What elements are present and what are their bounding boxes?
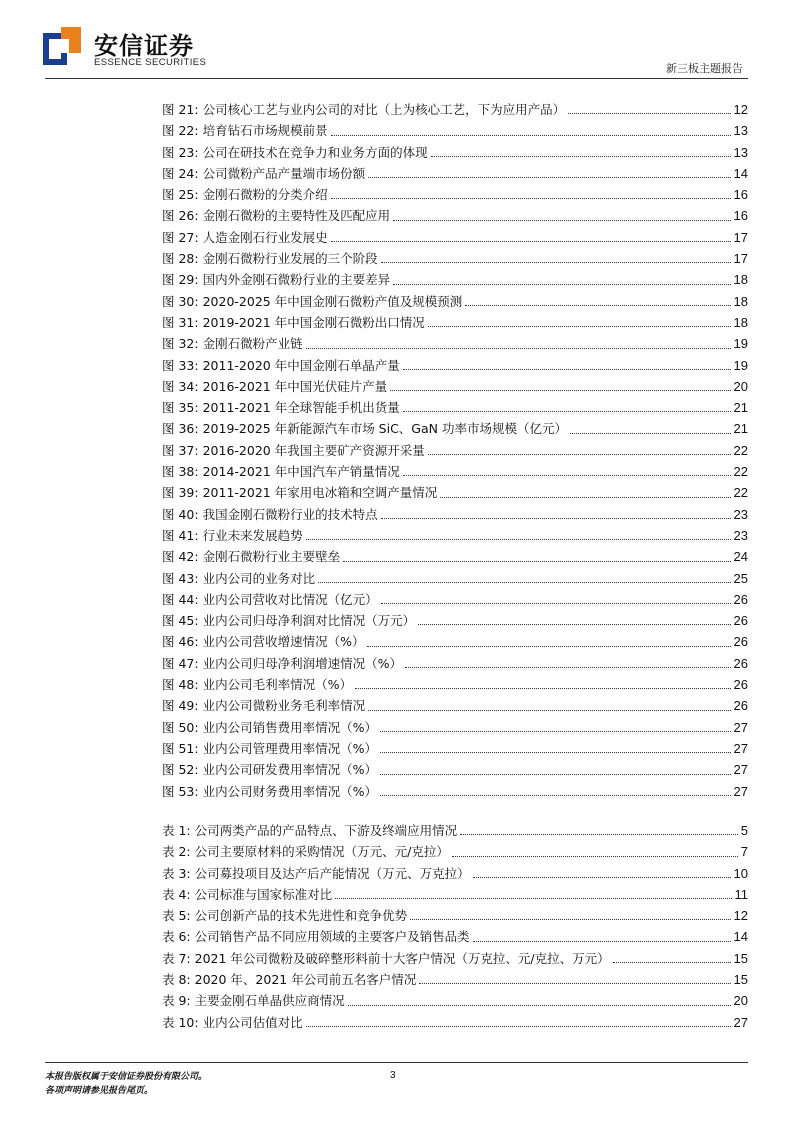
entry-label: 图 53: <box>162 783 199 799</box>
leader-dots <box>428 440 731 455</box>
figure-entry[interactable] <box>162 440 748 461</box>
table-entry[interactable] <box>162 884 748 905</box>
leader-dots <box>473 926 731 941</box>
leader-dots <box>390 376 730 391</box>
entry-title: 公司标准与国家标准对比 <box>194 886 333 902</box>
entry-title: 2011-2020 年中国金刚石单晶产量 <box>202 357 400 373</box>
table-index <box>162 820 748 1033</box>
leader-dots <box>368 163 730 178</box>
figure-entry[interactable] <box>162 525 748 546</box>
leader-dots <box>431 142 731 157</box>
entry-page: 26 <box>733 677 748 693</box>
entry-title: 2020 年、2021 年公司前五名客户情况 <box>194 972 417 988</box>
leader-dots <box>331 120 731 135</box>
entry-label: 图 46: <box>162 634 199 650</box>
entry-title: 公司核心工艺与业内公司的对比（上为核心工艺，下为应用产品） <box>202 102 566 117</box>
entry-title: 业内公司销售费用率情况（%） <box>202 719 377 735</box>
entry-label: 图 42: <box>162 549 199 565</box>
entry-label: 图 26: <box>162 208 199 224</box>
table-entry[interactable] <box>162 926 748 947</box>
figure-entry[interactable] <box>162 568 748 589</box>
entry-page: 15 <box>733 950 748 966</box>
leader-dots <box>380 781 731 796</box>
essence-logo-icon <box>43 27 81 71</box>
entry-label: 表 9: <box>162 993 191 1009</box>
entry-label: 图 32: <box>162 336 199 352</box>
entry-label: 表 8: <box>162 972 191 988</box>
leader-dots <box>355 674 731 689</box>
entry-label: 图 39: <box>162 485 199 501</box>
entry-title: 业内公司营收对比情况（亿元） <box>202 591 378 607</box>
figure-entry[interactable] <box>162 99 748 120</box>
entry-title: 2016-2020 年我国主要矿产资源开采量 <box>202 442 425 458</box>
leader-dots <box>331 184 731 199</box>
company-name-en: ESSENCE SECURITIES <box>94 57 207 68</box>
leader-dots <box>403 461 731 476</box>
entry-title: 业内公司归母净利润对比情况（万元） <box>202 613 416 629</box>
page-number: 3 <box>390 1070 396 1081</box>
entry-title: 行业未来发展趋势 <box>202 527 303 543</box>
leader-dots <box>318 568 730 583</box>
leader-dots <box>367 631 730 646</box>
table-entry[interactable] <box>162 841 748 862</box>
entry-page: 25 <box>733 570 748 586</box>
entry-label: 图 23: <box>162 144 199 160</box>
entry-title: 业内公司管理费用率情况（%） <box>202 740 377 756</box>
figure-entry[interactable] <box>162 376 748 397</box>
figure-entry[interactable] <box>162 653 748 674</box>
entry-title: 人造金刚石行业发展史 <box>202 229 328 245</box>
entry-title: 金刚石微粉行业主要壁垒 <box>202 549 341 565</box>
leader-dots <box>381 504 731 519</box>
leader-dots <box>380 738 731 753</box>
entry-label: 图 29: <box>162 272 199 288</box>
entry-title: 公司募投项目及达产后产能情况（万元、万克拉） <box>194 865 470 881</box>
leader-dots <box>410 905 730 920</box>
entry-page: 24 <box>733 549 748 565</box>
entry-label: 表 3: <box>162 865 191 881</box>
entry-title: 培育钻石市场规模前景 <box>202 123 328 139</box>
figure-entry[interactable] <box>162 397 748 418</box>
entry-title: 业内公司的业务对比 <box>202 570 316 586</box>
entry-page: 12 <box>733 102 748 117</box>
leader-dots <box>570 418 731 433</box>
entry-label: 表 10: <box>162 1014 199 1030</box>
entry-page: 23 <box>733 506 748 522</box>
entry-title: 2011-2021 年全球智能手机出货量 <box>202 400 400 416</box>
entry-title: 2019-2021 年中国金刚石微粉出口情况 <box>202 314 425 330</box>
entry-page: 26 <box>733 613 748 629</box>
figure-entry[interactable] <box>162 120 748 141</box>
entry-page: 22 <box>733 464 748 480</box>
figure-entry[interactable] <box>162 142 748 163</box>
header-divider <box>45 78 748 79</box>
entry-label: 图 34: <box>162 378 199 394</box>
leader-dots <box>403 397 731 412</box>
entry-page: 18 <box>733 293 748 309</box>
figure-entry[interactable] <box>162 312 748 333</box>
leader-dots <box>343 546 730 561</box>
entry-title: 2021 年公司微粉及破碎整形料前十大客户情况（万克拉、元/克拉、万元） <box>194 950 610 966</box>
entry-label: 图 22: <box>162 123 199 139</box>
entry-title: 金刚石微粉产业链 <box>202 336 303 352</box>
entry-title: 公司主要原材料的采购情况（万元、元/克拉） <box>194 844 449 860</box>
entry-page: 12 <box>733 908 748 924</box>
entry-label: 图 27: <box>162 229 199 245</box>
entry-label: 图 48: <box>162 677 199 693</box>
figure-entry[interactable] <box>162 674 748 695</box>
entry-label: 图 51: <box>162 740 199 756</box>
entry-label: 图 44: <box>162 591 199 607</box>
entry-page: 14 <box>733 929 748 945</box>
figure-entry[interactable] <box>162 631 748 652</box>
figure-entry[interactable] <box>162 717 748 738</box>
entry-title: 金刚石微粉行业发展的三个阶段 <box>202 251 378 267</box>
entry-page: 17 <box>733 251 748 267</box>
entry-page: 20 <box>733 993 748 1009</box>
leader-dots <box>306 1012 731 1027</box>
entry-page: 17 <box>733 229 748 245</box>
figure-entry[interactable] <box>162 248 748 269</box>
entry-title: 公司创新产品的技术先进性和竞争优势 <box>194 908 408 924</box>
leader-dots <box>403 355 731 370</box>
entry-page: 26 <box>733 655 748 671</box>
entry-page: 19 <box>733 336 748 352</box>
entry-label: 图 21: <box>162 102 199 117</box>
footer-divider <box>45 1062 748 1063</box>
figure-entry[interactable] <box>162 291 748 312</box>
leader-dots <box>393 269 730 284</box>
entry-title: 金刚石微粉的分类介绍 <box>202 187 328 203</box>
leader-dots <box>613 948 731 963</box>
entry-title: 公司在研技术在竞争力和业务方面的体现 <box>202 144 428 160</box>
leader-dots <box>368 695 730 710</box>
figure-entry[interactable] <box>162 504 748 525</box>
entry-page: 16 <box>733 208 748 224</box>
entry-label: 图 52: <box>162 762 199 778</box>
entry-page: 23 <box>733 527 748 543</box>
figure-entry[interactable] <box>162 482 748 503</box>
leader-dots <box>465 291 730 306</box>
entry-page: 14 <box>733 165 748 181</box>
leader-dots <box>380 759 731 774</box>
entry-label: 图 41: <box>162 527 199 543</box>
table-entry[interactable] <box>162 969 748 990</box>
entry-label: 图 24: <box>162 165 199 181</box>
copyright-notice: 本报告版权属于安信证券股份有限公司。 <box>45 1072 208 1082</box>
entry-label: 图 36: <box>162 421 199 437</box>
entry-page: 26 <box>733 698 748 714</box>
entry-page: 27 <box>733 783 748 799</box>
leader-dots <box>460 820 738 835</box>
figure-entry[interactable] <box>162 589 748 610</box>
entry-title: 业内公司营收增速情况（%） <box>202 634 365 650</box>
entry-page: 22 <box>733 442 748 458</box>
entry-title: 2014-2021 年中国汽车产销量情况 <box>202 464 400 480</box>
entry-page: 22 <box>733 485 748 501</box>
figure-entry[interactable] <box>162 184 748 205</box>
figure-entry[interactable] <box>162 738 748 759</box>
table-entry[interactable] <box>162 990 748 1011</box>
leader-dots <box>393 205 730 220</box>
entry-page: 26 <box>733 591 748 607</box>
table-entry[interactable] <box>162 905 748 926</box>
entry-label: 图 30: <box>162 293 199 309</box>
figure-index <box>162 99 748 802</box>
entry-page: 21 <box>733 421 748 437</box>
entry-title: 业内公司估值对比 <box>202 1014 303 1030</box>
entry-page: 18 <box>733 272 748 288</box>
entry-page: 13 <box>733 123 748 139</box>
entry-page: 7 <box>740 844 748 860</box>
entry-page: 27 <box>733 719 748 735</box>
figure-entry[interactable] <box>162 333 748 354</box>
entry-label: 图 37: <box>162 442 199 458</box>
entry-page: 27 <box>733 1014 748 1030</box>
leader-dots <box>306 525 731 540</box>
leader-dots <box>473 863 731 878</box>
leader-dots <box>380 717 731 732</box>
entry-title: 公司微粉产品产量端市场份额 <box>202 165 366 181</box>
entry-title: 业内公司微粉业务毛利率情况 <box>202 698 366 714</box>
entry-label: 图 38: <box>162 464 199 480</box>
figure-entry[interactable] <box>162 163 748 184</box>
entry-label: 图 43: <box>162 570 199 586</box>
leader-dots <box>418 610 730 625</box>
table-entry[interactable] <box>162 1012 748 1033</box>
figure-entry[interactable] <box>162 759 748 780</box>
entry-title: 我国金刚石微粉行业的技术特点 <box>202 506 378 522</box>
figure-entry[interactable] <box>162 418 748 439</box>
entry-page: 16 <box>733 187 748 203</box>
entry-title: 2011-2021 年家用电冰箱和空调产量情况 <box>202 485 438 501</box>
table-entry[interactable] <box>162 863 748 884</box>
leader-dots <box>335 884 731 899</box>
entry-label: 图 28: <box>162 251 199 267</box>
leader-dots <box>331 227 731 242</box>
table-entry[interactable] <box>162 820 748 841</box>
entry-title: 业内公司毛利率情况（%） <box>202 677 352 693</box>
entry-page: 10 <box>733 865 748 881</box>
entry-title: 公司销售产品不同应用领域的主要客户及销售品类 <box>194 929 470 945</box>
entry-label: 表 4: <box>162 886 191 902</box>
disclaimer-notice: 各项声明请参见报告尾页。 <box>45 1086 154 1096</box>
leader-dots <box>381 589 731 604</box>
figure-entry[interactable] <box>162 781 748 802</box>
entry-page: 21 <box>733 400 748 416</box>
leader-dots <box>419 969 730 984</box>
entry-label: 图 50: <box>162 719 199 735</box>
entry-title: 公司两类产品的产品特点、下游及终端应用情况 <box>194 823 458 838</box>
report-type: 新三板主题报告 <box>666 62 743 75</box>
entry-page: 5 <box>740 823 748 838</box>
leader-dots <box>306 333 731 348</box>
entry-label: 图 47: <box>162 655 199 671</box>
entry-page: 11 <box>734 886 748 902</box>
entry-title: 国内外金刚石微粉行业的主要差异 <box>202 272 391 288</box>
entry-label: 图 49: <box>162 698 199 714</box>
entry-title: 2016-2021 年中国光伏硅片产量 <box>202 378 388 394</box>
entry-label: 表 7: <box>162 950 191 966</box>
company-name-cn: 安信证券 <box>94 32 194 60</box>
figure-entry[interactable] <box>162 269 748 290</box>
figure-entry[interactable] <box>162 205 748 226</box>
leader-dots <box>440 482 730 497</box>
entry-page: 13 <box>733 144 748 160</box>
leader-dots <box>452 841 738 856</box>
leader-dots <box>381 248 731 263</box>
entry-label: 图 31: <box>162 314 199 330</box>
entry-label: 表 1: <box>162 823 191 838</box>
entry-page: 18 <box>733 314 748 330</box>
entry-label: 图 45: <box>162 613 199 629</box>
entry-page: 20 <box>733 378 748 394</box>
leader-dots <box>428 312 731 327</box>
entry-label: 图 25: <box>162 187 199 203</box>
figure-entry[interactable] <box>162 461 748 482</box>
entry-title: 业内公司研发费用率情况（%） <box>202 762 377 778</box>
entry-label: 表 2: <box>162 844 191 860</box>
entry-title: 2020-2025 年中国金刚石微粉产值及规模预测 <box>202 293 463 309</box>
leader-dots <box>348 990 731 1005</box>
figure-entry[interactable] <box>162 227 748 248</box>
entry-label: 表 6: <box>162 929 191 945</box>
entry-title: 业内公司财务费用率情况（%） <box>202 783 377 799</box>
page-header <box>0 0 793 80</box>
entry-title: 业内公司归母净利润增速情况（%） <box>202 655 402 671</box>
entry-label: 图 35: <box>162 400 199 416</box>
entry-label: 图 40: <box>162 506 199 522</box>
entry-title: 金刚石微粉的主要特性及匹配应用 <box>202 208 391 224</box>
leader-dots <box>568 99 730 114</box>
entry-title: 2019-2025 年新能源汽车市场 SiC、GaN 功率市场规模（亿元） <box>202 421 567 437</box>
entry-page: 27 <box>733 762 748 778</box>
entry-label: 图 33: <box>162 357 199 373</box>
entry-page: 26 <box>733 634 748 650</box>
figure-entry[interactable] <box>162 695 748 716</box>
entry-page: 27 <box>733 740 748 756</box>
figure-entry[interactable] <box>162 355 748 376</box>
table-entry[interactable] <box>162 948 748 969</box>
entry-title: 主要金刚石单晶供应商情况 <box>194 993 345 1009</box>
entry-page: 19 <box>733 357 748 373</box>
figure-entry[interactable] <box>162 546 748 567</box>
entry-label: 表 5: <box>162 908 191 924</box>
leader-dots <box>405 653 731 668</box>
entry-page: 15 <box>733 972 748 988</box>
figure-entry[interactable] <box>162 610 748 631</box>
